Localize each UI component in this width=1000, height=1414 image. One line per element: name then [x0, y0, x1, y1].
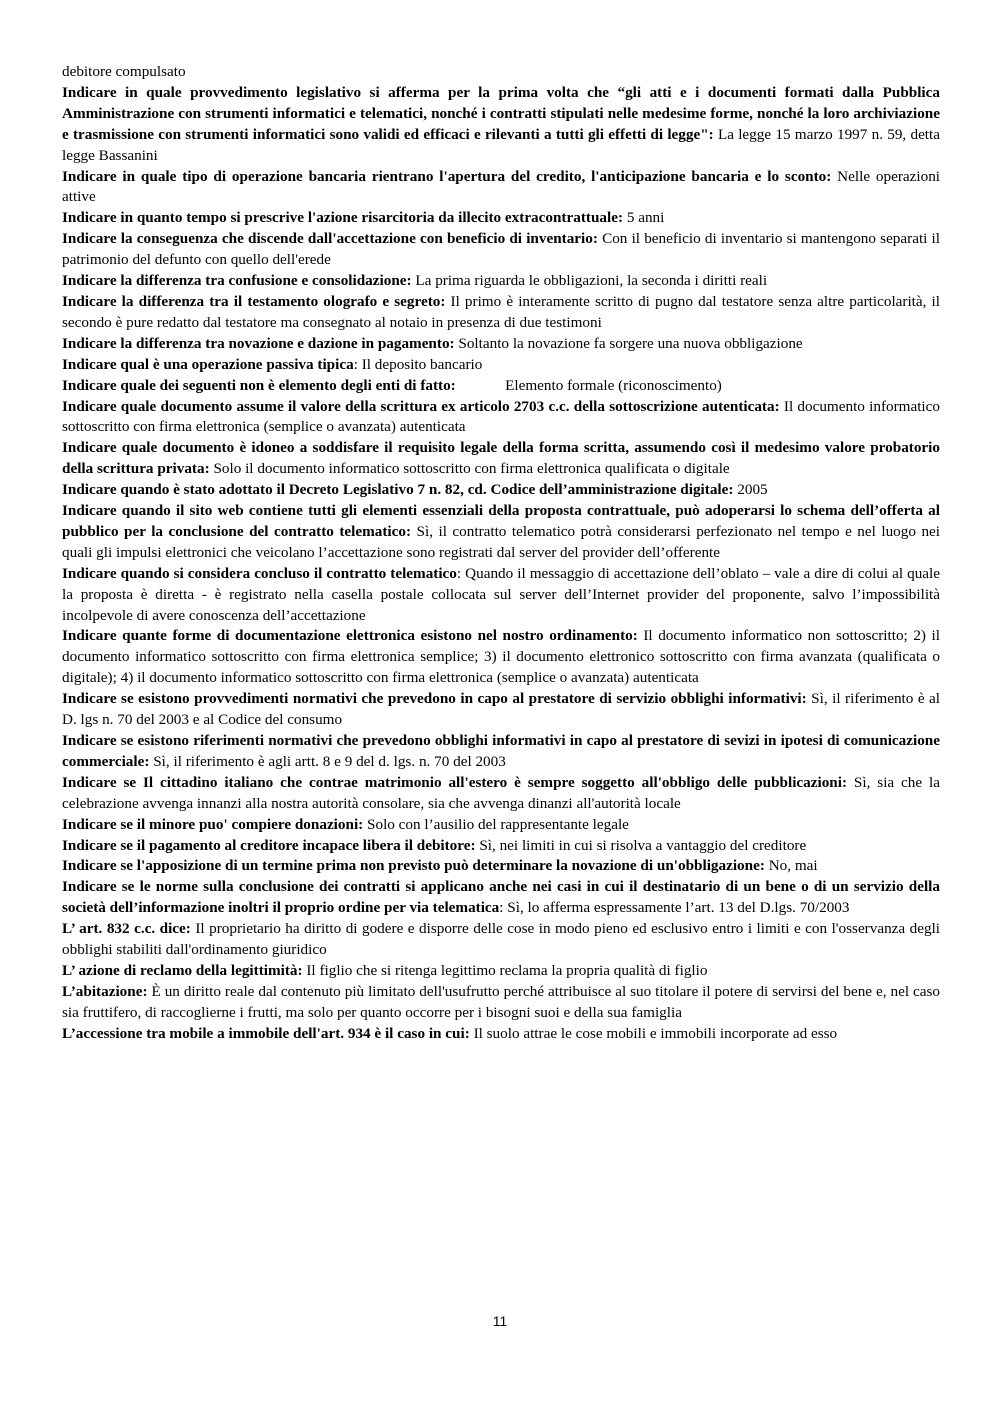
- answer-text: No, mai: [764, 857, 818, 875]
- qa-entry: [62, 626, 940, 689]
- answer-text: 2005: [733, 481, 768, 499]
- qa-entry: [62, 167, 940, 209]
- qa-entry: [62, 982, 940, 1024]
- qa-entry: [62, 208, 940, 229]
- question-text: L’ azione di reclamo della legittimità:: [62, 961, 303, 979]
- question-text: Indicare se il pagamento al creditore incapace libera il debitore:: [62, 836, 476, 854]
- answer-text: Nelle operazioni attive: [62, 167, 941, 206]
- answer-text: : Il deposito bancario: [353, 355, 483, 373]
- qa-entry: [62, 564, 940, 627]
- question-text: Indicare qual è una operazione passiva tipica: [62, 355, 354, 373]
- question-text: Indicare se l'apposizione di un termine prima non previsto può determinare la novazione di un'obbligazione:: [62, 857, 765, 875]
- qa-entry: [62, 731, 940, 773]
- qa-entry: [62, 877, 940, 919]
- answer-text: Soltanto la novazione fa sorgere una nuova obbligazione: [454, 334, 803, 352]
- page-number: 11: [492, 1313, 508, 1329]
- question-text: Indicare quale dei seguenti non è elemento degli enti di fatto:: [62, 376, 456, 394]
- qa-entry: [62, 271, 940, 292]
- question-text: Indicare se esistono riferimenti normativi che prevedono obblighi informativi in capo al prestatore di sevizi in ipotesi di comunicazione commerciale:: [62, 732, 940, 770]
- answer-text: Elemento formale (riconoscimento): [455, 376, 722, 394]
- qa-entry: [62, 689, 940, 731]
- question-text: Indicare la differenza tra il testamento olografo e segreto:: [62, 292, 446, 310]
- answer-text: : Sì, lo afferma espressamente l’art. 13 del D.lgs. 70/2003: [499, 899, 850, 917]
- answer-text: Sì, sia che la celebrazione avvenga innanzi alla nostra autorità consolare, sia che avvenga dinanzi all'autorità locale: [62, 773, 940, 812]
- question-text: Indicare se le norme sulla conclusione dei contratti si applicano anche nei casi in cui il destinatario di un bene o di un servizio della società dell’informazione inoltri il proprio ordine per via telematica: [62, 878, 940, 917]
- qa-entry: [62, 856, 940, 877]
- question-text: Indicare quando il sito web contiene tutti gli elementi essenziali della proposta contrattuale, può adoperarsi lo schema dell’offerta al pubblico per la conclusione del contratto telematico:: [62, 502, 940, 540]
- answer-text: Il primo è interamente scritto di pugno dal testatore senza altre particolarità, il secondo è pure redatto dal testatore ma consegnato al notaio in presenza di due testimoni: [62, 292, 940, 331]
- answer-text: Sì, nei limiti in cui si risolva a vantaggio del creditore: [475, 836, 807, 854]
- answer-text: È un diritto reale dal contenuto più limitato dell'usufrutto perché attribuisce al suo titolare il potere di servirsi del bene e, nel caso sia fruttifero, di raccoglierne i frutti, ma solo per quanto occorre per i bisogni suoi e della sua famiglia: [62, 982, 940, 1021]
- question-text: Indicare la conseguenza che discende dall'accettazione con beneficio di inventario:: [62, 230, 598, 248]
- question-text: Indicare la differenza tra novazione e dazione in pagamento:: [62, 334, 455, 352]
- question-text: Indicare se esistono provvedimenti normativi che prevedono in capo al prestatore di servizio obblighi informativi:: [62, 690, 807, 708]
- qa-entry: [62, 376, 940, 397]
- question-text: Indicare in quale tipo di operazione bancaria rientrano l'apertura del credito, l'anticipazione bancaria e lo sconto:: [62, 167, 832, 185]
- qa-entry: [62, 438, 940, 480]
- answer-text: Sì, il riferimento è al D. lgs n. 70 del 2003 e al Codice del consumo: [62, 690, 941, 729]
- intro-line: debitore compulsato: [62, 63, 186, 80]
- qa-entry: [62, 397, 940, 439]
- question-text: L’accessione tra mobile a immobile dell'art. 934 è il caso in cui:: [62, 1024, 470, 1042]
- question-text: Indicare quante forme di documentazione elettronica esistono nel nostro ordinamento:: [62, 627, 638, 645]
- qa-entry: [62, 229, 940, 271]
- answer-text: Sì, il contratto telematico potrà considerarsi perfezionato nel tempo e nel luogo nei quali gli impulsi elettronici che veicolano l’accettazione sono registrati dal server del provider dell’offerente: [62, 522, 940, 561]
- document-body: [62, 62, 940, 1045]
- answer-text: La legge 15 marzo 1997 n. 59, detta legge Bassanini: [62, 125, 940, 164]
- answer-text: Solo il documento informatico sottoscritto con firma elettronica qualificata o digitale: [209, 460, 730, 478]
- qa-entry: [62, 334, 940, 355]
- question-text: Indicare quando è stato adottato il Decreto Legislativo 7 n. 82, cd. Codice dell’amministrazione digitale:: [62, 481, 734, 499]
- answer-text: Il suolo attrae le cose mobili e immobili incorporate ad esso: [469, 1024, 838, 1042]
- qa-entry: [62, 773, 940, 815]
- answer-text: Solo con l’ausilio del rappresentante legale: [363, 815, 629, 833]
- qa-entry: [62, 836, 940, 857]
- answer-text: : Quando il messaggio di accettazione dell’oblato – vale a dire di colui al quale la proposta è diretta - è registrato nella casella postale collocata sul server dell’Internet provider del proponente, salvo l’impossibilità incolpevole di avere conoscenza dell’accettazione: [62, 564, 940, 624]
- answer-text: Il proprietario ha diritto di godere e disporre delle cose in modo pieno ed esclusivo entro i limiti e con l'osservanza degli obblighi stabiliti dall'ordinamento giuridico: [62, 920, 941, 959]
- question-text: Indicare quale documento assume il valore della scrittura ex articolo 2703 c.c. della sottoscrizione autenticata:: [62, 397, 780, 415]
- qa-entry: [62, 1024, 940, 1045]
- question-text: Indicare la differenza tra confusione e consolidazione:: [62, 272, 412, 290]
- question-text: Indicare in quale provvedimento legislativo si afferma per la prima volta che “gli atti e i documenti formati dalla Pubblica Amministrazione con strumenti informatici e telematici, nonché i contratti stipulati nelle medesime forme, nonché la loro archiviazione e trasmissione con strumenti informatici sono validi ed efficaci e rilevanti a tutti gli effetti di legge":: [62, 83, 940, 143]
- qa-entry: [62, 815, 940, 836]
- qa-list: [62, 83, 940, 1045]
- answer-text: Con il beneficio di inventario si mantengono separati il patrimonio del defunto con quello dell'erede: [62, 230, 940, 269]
- question-text: Indicare se Il cittadino italiano che contrae matrimonio all'estero è sempre soggetto all'obbligo delle pubblicazioni:: [62, 773, 848, 791]
- answer-text: Il figlio che si ritenga legittimo reclama la propria qualità di figlio: [302, 961, 708, 979]
- answer-text: 5 anni: [623, 209, 665, 227]
- answer-text: Sì, il riferimento è agli artt. 8 e 9 del d. lgs. n. 70 del 2003: [149, 752, 506, 770]
- question-text: Indicare se il minore puo' compiere donazioni:: [62, 815, 364, 833]
- question-text: Indicare in quanto tempo si prescrive l'azione risarcitoria da illecito extracontrattuale:: [62, 209, 624, 227]
- qa-entry: [62, 919, 940, 961]
- answer-text: Il documento informatico non sottoscritto; 2) il documento informatico sottoscritto con firma elettronica semplice; 3) il documento elettronico sottoscritto con firma avanzata (qualificata o digitale); 4) il documento informatico sottoscritto con firma elettronica (semplice o avanzata) autenticata: [62, 627, 940, 687]
- question-text: Indicare quando si considera concluso il contratto telematico: [62, 564, 457, 582]
- qa-entry: [62, 501, 940, 564]
- qa-entry: [62, 292, 940, 334]
- question-text: Indicare quale documento è idoneo a soddisfare il requisito legale della forma scritta, assumendo così il medesimo valore probatorio della scrittura privata:: [62, 439, 940, 478]
- answer-text: Il documento informatico sottoscritto con firma elettronica (semplice o avanzata) autenticata: [62, 397, 940, 436]
- qa-entry: [62, 83, 940, 167]
- qa-entry: [62, 480, 940, 501]
- answer-text: La prima riguarda le obbligazioni, la seconda i diritti reali: [411, 272, 768, 290]
- qa-entry: [62, 961, 940, 982]
- qa-entry: [62, 355, 940, 376]
- question-text: L’abitazione:: [62, 982, 148, 1000]
- question-text: L’ art. 832 c.c. dice:: [62, 920, 191, 938]
